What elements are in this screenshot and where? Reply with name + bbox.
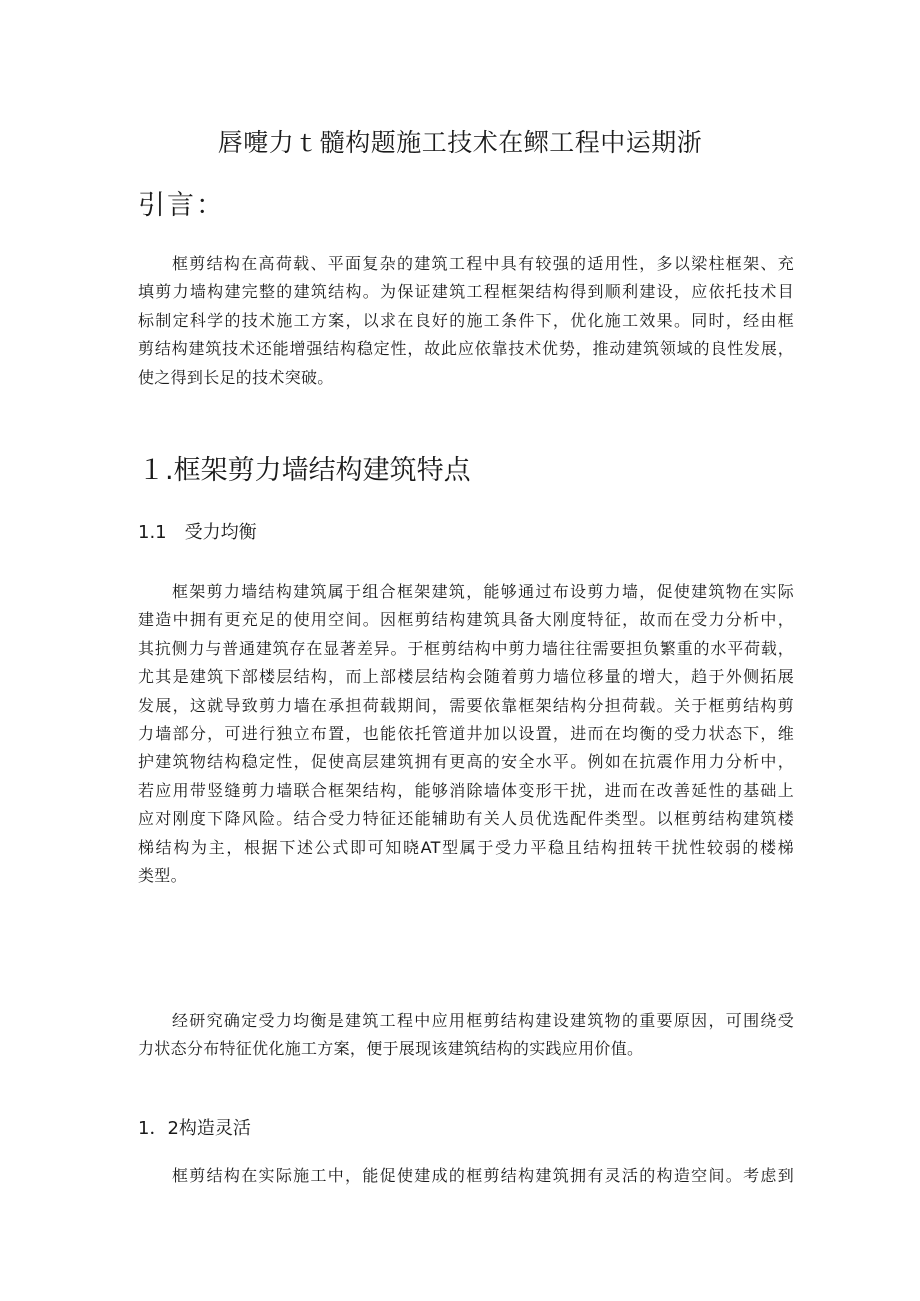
section-1-1-paragraph-2 bbox=[138, 1007, 794, 1064]
intro-heading: 引言： bbox=[138, 190, 225, 221]
paragraph-line: 框架剪力墙结构建筑属于组合框架建筑，能够通过布设剪力墙，促使建筑物在实际 bbox=[172, 582, 794, 601]
paragraph-line: 其抗侧力与普通建筑存在显著差异。于框剪结构中剪力墙往往需要担负繁重的水平荷载， bbox=[138, 638, 794, 658]
paragraph-line: 尤其是建筑下部楼层结构，而上部楼层结构会随着剪力墙位移量的增大，趋于外侧拓展 bbox=[138, 667, 794, 687]
paragraph-line: 应对刚度下降风险。结合受力特征还能辅助有关人员优选配件类型。以框剪结构建筑楼 bbox=[138, 809, 794, 829]
paragraph-line: 护建筑物结构稳定性，促使高层建筑拥有更高的安全水平。例如在抗震作用力分析中， bbox=[138, 752, 794, 772]
paragraph-line: 剪结构建筑技术还能增强结构稳定性，故此应依靠技术优势，推动建筑领域的良性发展， bbox=[138, 339, 794, 359]
paragraph-line: 框剪结构在实际施工中，能促使建成的框剪结构建筑拥有灵活的构造空间。考虑到 bbox=[172, 1166, 794, 1185]
paragraph-line: 力状态分布特征优化施工方案，便于展现该建筑结构的实践应用价值。 bbox=[138, 1039, 644, 1059]
paragraph-line: 类型。 bbox=[138, 865, 187, 885]
paragraph-line: 建造中拥有更充足的使用空间。因框剪结构建筑具备大刚度特征，故而在受力分析中， bbox=[138, 610, 794, 630]
section-1-1-paragraph-1 bbox=[138, 578, 794, 890]
subsection-heading-1-2: 1．2构造灵活 bbox=[138, 1118, 251, 1139]
paragraph-line: 经研究确定受力均衡是建筑工程中应用框剪结构建设建筑物的重要原因，可围绕受 bbox=[172, 1011, 794, 1030]
subsection-heading-1-1: 1.1 受力均衡 bbox=[138, 522, 257, 543]
paragraph-line: 梯结构为主，根据下述公式即可知晓AT型属于受力平稳且结构扭转干扰性较弱的楼梯 bbox=[138, 837, 794, 857]
paragraph-line: 框剪结构在高荷载、平面复杂的建筑工程中具有较强的适用性，多以梁柱框架、充 bbox=[172, 254, 794, 273]
intro-paragraph bbox=[138, 250, 794, 392]
paragraph-line: 力墙部分，可进行独立布置，也能依托管道井加以设置，进而在均衡的受力状态下，维 bbox=[138, 723, 794, 743]
section-heading-1: １.框架剪力墙结构建筑特点 bbox=[138, 455, 471, 486]
paragraph-line: 发展，这就导致剪力墙在承担荷载期间，需要依靠框架结构分担荷载。关于框剪结构剪 bbox=[138, 695, 794, 715]
document-title: 唇嚏力ｔ髓构题施工技术在鳏工程中运期浙 bbox=[217, 128, 703, 157]
paragraph-line: 填剪力墙构建完整的建筑结构。为保证建筑工程框架结构得到顺利建设，应依托技术目 bbox=[138, 282, 794, 302]
section-1-2-paragraph-1 bbox=[138, 1162, 794, 1190]
paragraph-line: 标制定科学的技术施工方案，以求在良好的施工条件下，优化施工效果。同时，经由框 bbox=[138, 310, 794, 330]
paragraph-line: 使之得到长足的技术突破。 bbox=[138, 367, 334, 387]
paragraph-line: 若应用带竖缝剪力墙联合框架结构，能够消除墙体变形干扰，进而在改善延性的基础上 bbox=[138, 780, 794, 800]
